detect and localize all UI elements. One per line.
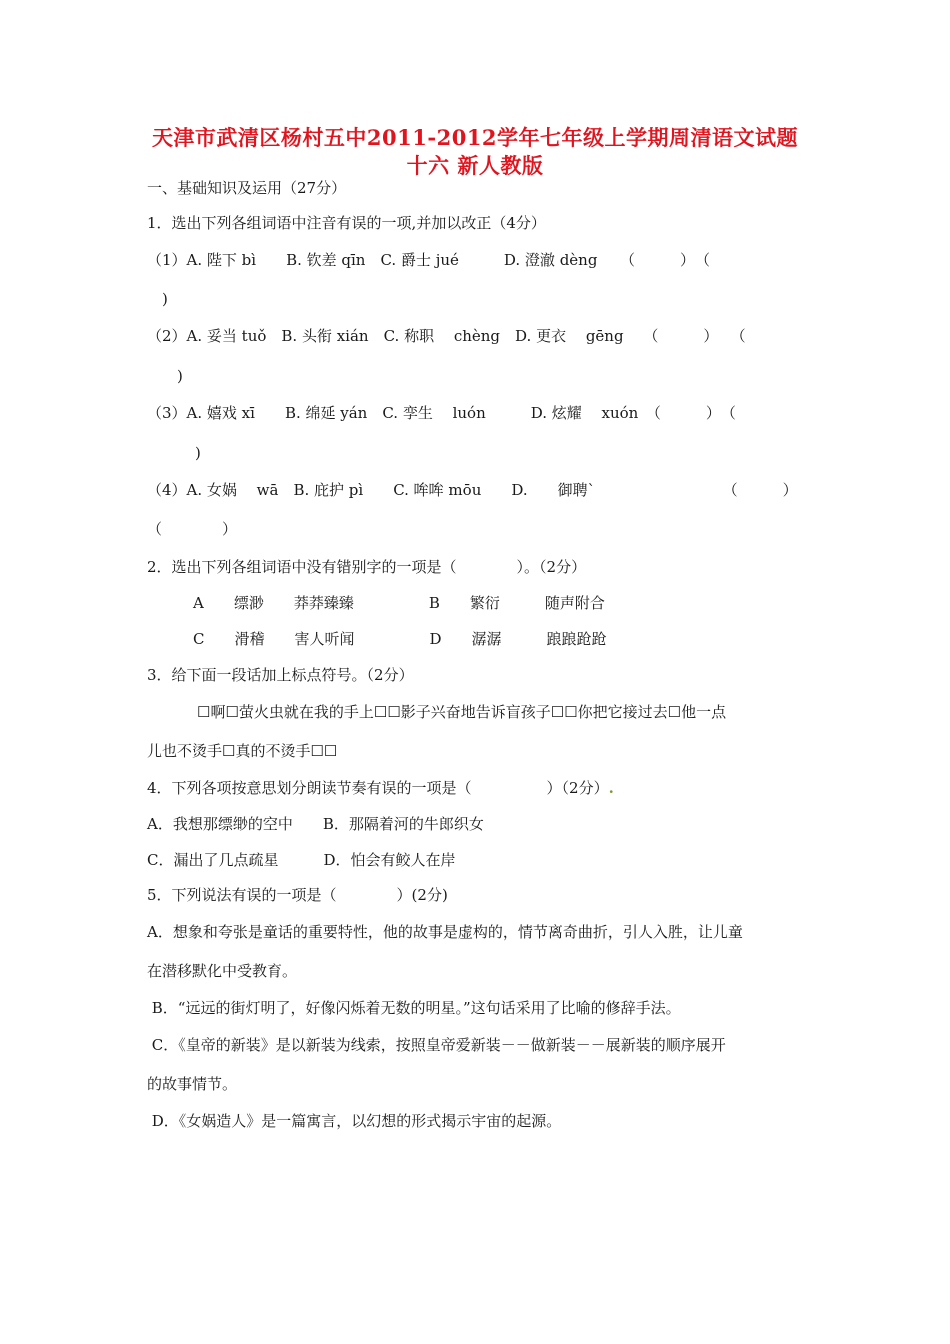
question-4-options-ab: A．我想那缥缈的空中 B．那隔着河的牛郎织女 [147,815,484,833]
page-subtitle: 十六 新人教版 [406,153,544,178]
question-1-item-2: （2）A. 妥当 tuǒ B. 头衔 xián C. 称职 chèng D. 更衣 gēng （ ） （ [147,327,746,345]
question-2-row-ab: A 缥渺 莽莽臻臻 B 繁衍 随声附合 [193,594,605,612]
question-3-passage-1: ☐啊☐萤火虫就在我的手上☐☐影子兴奋地告诉盲孩子☐☐你把它接过去☐他一点 [197,703,727,721]
question-5-stem: 5．下列说法有误的一项是（ ）(2分) [147,886,448,904]
question-1-item-1: （1）A. 陛下 bì B. 钦差 qīn C. 爵士 jué D. 澄澈 dèng （ ） （ [147,251,710,269]
question-5-option-a-cont: 在潜移默化中受教育。 [147,962,298,980]
question-1-item-4-cont: （ ） [147,520,238,538]
question-2-stem: 2．选出下列各组词语中没有错别字的一项是（ ）。（2分） [147,558,587,576]
question-3-passage-2: 儿也不烫手☐真的不烫手☐☐ [147,742,338,760]
question-4-stem: 4．下列各项按意思划分朗读节奏有误的一项是（ ）（2分）. [147,779,614,797]
question-1-item-4: （4）A. 女娲 wā B. 庇护 pì C. 哞哞 mōu D. 御聘` （ ） [147,481,798,499]
question-2-row-cd: C 滑稽 害人听闻 D 潺潺 踉踉跄跄 [193,630,607,648]
question-5-option-b: B．“远远的街灯明了，好像闪烁着无数的明星。”这句话采用了比喻的修辞手法。 [147,999,681,1017]
question-1-stem: 1．选出下列各组词语中注音有误的一项,并加以改正（4分） [147,214,546,232]
question-1-item-2-cont: ) [177,367,183,385]
question-1-item-1-cont: ) [162,290,168,308]
question-5-option-d: D．《女娲造人》是一篇寓言，以幻想的形式揭示宇宙的起源。 [147,1112,562,1130]
question-5-option-c: C．《皇帝的新装》是以新装为线索，按照皇帝爱新装－－做新装－－展新装的顺序展开 [147,1036,726,1054]
question-1-item-3: （3）A. 嬉戏 xī B. 绵延 yán C. 孪生 luón D. 炫耀 xuón （ ） （ [147,404,736,422]
stray-dot: . [608,779,614,797]
section-heading: 一、基础知识及运用（27分） [147,179,347,197]
page-title: 天津市武清区杨村五中2011-2012学年七年级上学期周清语文试题 [151,125,799,150]
question-5-option-c-cont: 的故事情节。 [147,1075,238,1093]
question-4-options-cd: C．漏出了几点疏星 D．怕会有鲛人在岸 [147,851,456,869]
question-3-stem: 3．给下面一段话加上标点符号。（2分） [147,666,414,684]
question-5-option-a: A．想象和夸张是童话的重要特性，他的故事是虚构的，情节离奇曲折，引人入胜，让儿童 [147,923,743,941]
question-1-item-3-cont: ) [195,444,201,462]
